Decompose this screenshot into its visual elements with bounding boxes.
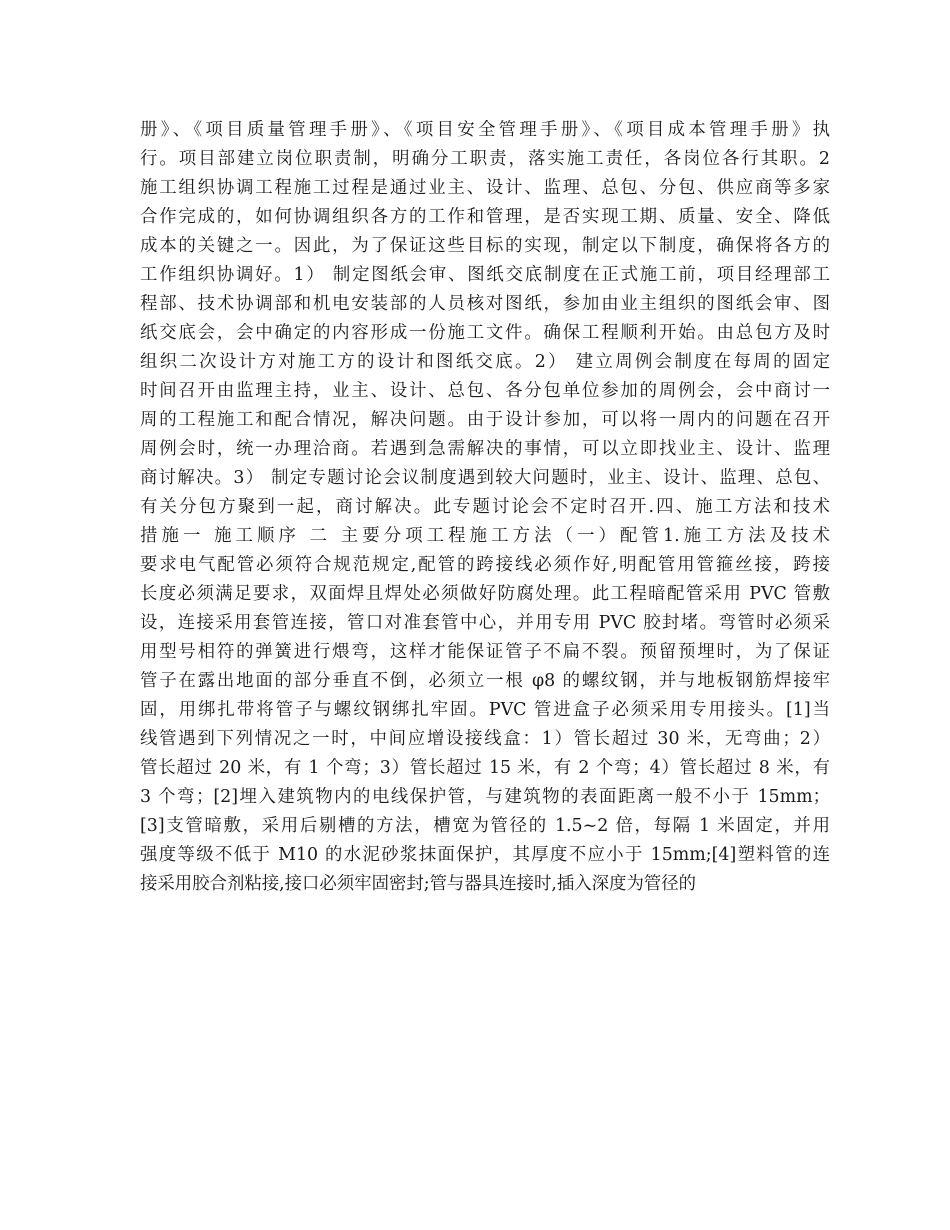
text-line: 时间召开由监理主持，业主、设计、总包、各分包单位参加的周例会，会中商讨一 — [140, 381, 830, 401]
text-line: 合作完成的，如何协调组织各方的工作和管理，是否实现工期、质量、安全、降低 — [140, 207, 830, 227]
text-line: 周例会时，统一办理洽商。若遇到急需解决的事情，可以立即找业主、设计、监理 — [140, 439, 830, 459]
text-line: 用型号相符的弹簧进行煨弯，这样才能保证管子不扁不裂。预留预埋时，为了保证 — [140, 642, 830, 662]
text-line: 强度等级不低于 M10 的水泥砂浆抹面保护，其厚度不应小于 15mm;[4]塑料管的连 — [140, 845, 830, 865]
text-line: 管子在露出地面的部分垂直不倒，必须立一根 φ8 的螺纹钢，并与地板钢筋焊接牢 — [140, 671, 830, 691]
text-line: 3 个弯；[2]埋入建筑物内的电线保护管，与建筑物的表面距离一般不小于 15mm； — [140, 787, 830, 807]
text-line: 工作组织协调好。1） 制定图纸会审、图纸交底制度在正式施工前，项目经理部工 — [140, 265, 830, 285]
text-line: 设，连接采用套管连接，管口对准套管中心，并用专用 PVC 胶封堵。弯管时必须采 — [140, 613, 830, 633]
text-line: 商讨解决。3） 制定专题讨论会议制度遇到较大问题时，业主、设计、监理、总包、 — [140, 468, 830, 488]
text-line: 要求电气配管必须符合规范规定,配管的跨接线必须作好,明配管用管箍丝接，跨接 — [140, 555, 830, 575]
text-line: 固，用绑扎带将管子与螺纹钢绑扎牢固。PVC 管进盒子必须采用专用接头。[1]当 — [140, 700, 830, 720]
body-text — [140, 116, 830, 899]
text-line: 成本的关键之一。因此，为了保证这些目标的实现，制定以下制度，确保将各方的 — [140, 236, 830, 256]
text-line: 册》、《项目质量管理手册》、《项目安全管理手册》、《项目成本管理手册》执 — [140, 120, 830, 140]
text-line: 行。项目部建立岗位职责制，明确分工职责，落实施工责任，各岗位各行其职。2 — [140, 149, 830, 169]
text-line: 程部、技术协调部和机电安装部的人员核对图纸，参加由业主组织的图纸会审、图 — [140, 294, 830, 314]
text-line: 施工组织协调工程施工过程是通过业主、设计、监理、总包、分包、供应商等多家 — [140, 178, 830, 198]
text-line: [3]支管暗敷，采用后剔槽的方法，槽宽为管径的 1.5~2 倍，每隔 1 米固定，并用 — [140, 816, 830, 836]
text-line: 线管遇到下列情况之一时，中间应增设接线盒：1）管长超过 30 米，无弯曲；2） — [140, 729, 830, 749]
text-line: 接采用胶合剂粘接,接口必须牢固密封;管与器具连接时,插入深度为管径的 — [140, 874, 697, 894]
text-line: 措施一 施工顺序 二 主要分项工程施工方法（一）配管1.施工方法及技术 — [140, 526, 830, 546]
text-line: 纸交底会，会中确定的内容形成一份施工文件。确保工程顺利开始。由总包方及时 — [140, 323, 830, 343]
text-line: 长度必须满足要求，双面焊且焊处必须做好防腐处理。此工程暗配管采用 PVC 管敷 — [140, 584, 830, 604]
text-line: 周的工程施工和配合情况，解决问题。由于设计参加，可以将一周内的问题在召开 — [140, 410, 830, 430]
text-line: 管长超过 20 米，有 1 个弯；3）管长超过 15 米，有 2 个弯；4）管长超过 8 米，有 — [140, 758, 830, 778]
text-line: 组织二次设计方对施工方的设计和图纸交底。2） 建立周例会制度在每周的固定 — [140, 352, 830, 372]
text-line: 有关分包方聚到一起，商讨解决。此专题讨论会不定时召开.四、施工方法和技术 — [140, 497, 830, 517]
